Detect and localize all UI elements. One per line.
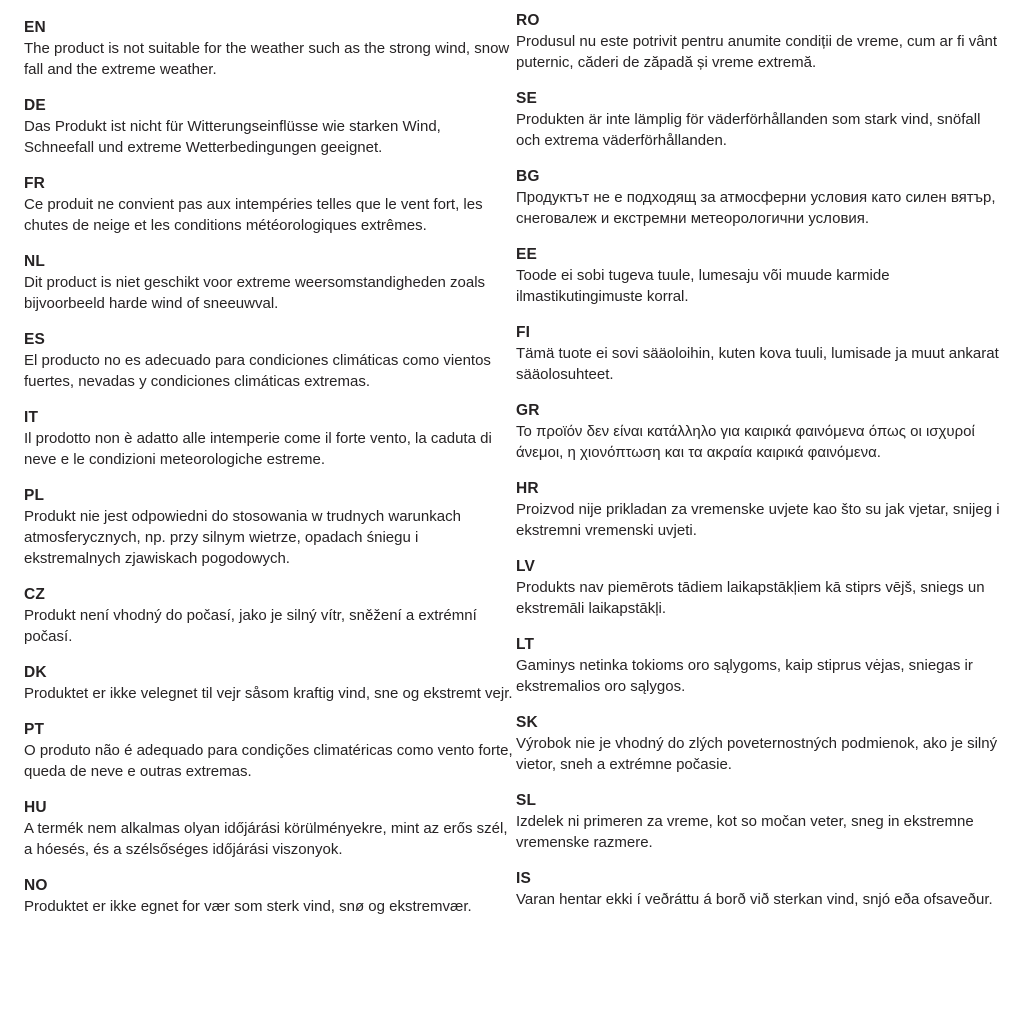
lang-section-hu	[24, 797, 516, 860]
lang-text-ee: Toode ei sobi tugeva tuule, lumesaju või muude karmide ilmastikutingimuste korral.	[516, 267, 890, 305]
lang-text-ro: Produsul nu este potrivit pentru anumite condiții de vreme, cum ar fi vânt puternic, căderi de zăpadă și vreme extremă.	[516, 33, 998, 71]
lang-code-fr: FR	[24, 175, 46, 192]
lang-code-hr: HR	[516, 480, 539, 497]
lang-code-lv: LV	[516, 558, 536, 575]
lang-code-pl: PL	[24, 487, 45, 504]
lang-section-lt	[516, 634, 1008, 697]
lang-text-is: Varan hentar ekki í veðráttu á borð við sterkan vind, snjó eða ofsaveður.	[516, 891, 993, 908]
lang-code-nl: NL	[24, 253, 46, 270]
lang-text-en: The product is not suitable for the weather such as the strong wind, snow fall and the extreme weather.	[24, 40, 510, 78]
lang-code-no: NO	[24, 877, 48, 894]
lang-code-ee: EE	[516, 246, 538, 263]
lang-section-pt	[24, 719, 516, 782]
lang-text-hr: Proizvod nije prikladan za vremenske uvjete kao što su jak vjetar, snijeg i ekstremni vremenski uvjeti.	[516, 501, 1000, 539]
lang-section-gr	[516, 400, 1008, 463]
lang-text-cz: Produkt není vhodný do počasí, jako je silný vítr, sněžení a extrémní počasí.	[24, 607, 477, 645]
lang-text-lt: Gaminys netinka tokioms oro sąlygoms, kaip stiprus vėjas, sniegas ir ekstremalios oro sąlygos.	[516, 657, 973, 695]
lang-code-bg: BG	[516, 168, 540, 185]
lang-text-sk: Výrobok nie je vhodný do zlých poveternostných podmienok, ako je silný vietor, sneh a extrémne počasie.	[516, 735, 998, 773]
right-column	[516, 10, 1008, 1024]
lang-section-en	[24, 17, 516, 80]
lang-code-sk: SK	[516, 714, 538, 731]
lang-section-bg	[516, 166, 1008, 229]
left-column	[24, 17, 516, 1024]
lang-text-hu: A termék nem alkalmas olyan időjárási körülményekre, mint az erős szél, a hóesés, és a szélsőséges időjárási viszonyok.	[24, 820, 508, 858]
lang-text-no: Produktet er ikke egnet for vær som sterk vind, snø og ekstremvær.	[24, 898, 472, 915]
lang-code-gr: GR	[516, 402, 540, 419]
lang-text-bg: Продуктът не е подходящ за атмосферни условия като силен вятър, снеговалеж и екстремни метеорологични условия.	[516, 189, 996, 227]
lang-section-dk	[24, 662, 516, 704]
lang-code-hu: HU	[24, 799, 47, 816]
lang-section-lv	[516, 556, 1008, 619]
lang-section-no	[24, 875, 516, 917]
lang-section-se	[516, 88, 1008, 151]
lang-code-pt: PT	[24, 721, 45, 738]
lang-text-it: Il prodotto non è adatto alle intemperie come il forte vento, la caduta di neve e le condizioni meteorologiche estreme.	[24, 430, 492, 468]
lang-code-de: DE	[24, 97, 46, 114]
lang-text-es: El producto no es adecuado para condiciones climáticas como vientos fuertes, nevadas y condiciones climáticas extremas.	[24, 352, 491, 390]
lang-section-sl	[516, 790, 1008, 853]
lang-text-nl: Dit product is niet geschikt voor extreme weersomstandigheden zoals bijvoorbeeld harde wind of sneeuwval.	[24, 274, 486, 312]
lang-code-lt: LT	[516, 636, 535, 653]
lang-code-sl: SL	[516, 792, 537, 809]
lang-section-pl	[24, 485, 516, 569]
lang-section-cz	[24, 584, 516, 647]
lang-code-en: EN	[24, 19, 46, 36]
lang-code-is: IS	[516, 870, 532, 887]
lang-code-se: SE	[516, 90, 538, 107]
lang-section-is	[516, 868, 1008, 910]
lang-section-sk	[516, 712, 1008, 775]
lang-section-it	[24, 407, 516, 470]
lang-section-de	[24, 95, 516, 158]
lang-code-dk: DK	[24, 664, 47, 681]
lang-text-dk: Produktet er ikke velegnet til vejr såsom kraftig vind, sne og ekstremt vejr.	[24, 685, 513, 702]
lang-text-pt: O produto não é adequado para condições climatéricas como vento forte, queda de neve e outras extremas.	[24, 742, 513, 780]
lang-code-cz: CZ	[24, 586, 46, 603]
lang-section-fr	[24, 173, 516, 236]
lang-section-fi	[516, 322, 1008, 385]
lang-code-fi: FI	[516, 324, 531, 341]
lang-text-gr: Το προϊόν δεν είναι κατάλληλο για καιρικά φαινόμενα όπως οι ισχυροί άνεμοι, η χιονόπτωση και τα ακραία καιρικά φαινόμενα.	[516, 423, 975, 461]
lang-code-ro: RO	[516, 12, 540, 29]
lang-text-pl: Produkt nie jest odpowiedni do stosowania w trudnych warunkach atmosferycznych, np. przy silnym wietrze, opadach śniegu i ekstremalnych zjawiskach pogodowych.	[24, 508, 461, 567]
lang-text-sl: Izdelek ni primeren za vreme, kot so močan veter, sneg in ekstremne vremenske razmere.	[516, 813, 974, 851]
lang-text-de: Das Produkt ist nicht für Witterungseinflüsse wie starken Wind, Schneefall und extreme Wetterbedingungen geeignet.	[24, 118, 441, 156]
lang-section-hr	[516, 478, 1008, 541]
lang-section-nl	[24, 251, 516, 314]
lang-text-se: Produkten är inte lämplig för väderförhållanden som stark vind, snöfall och extrema väderförhållanden.	[516, 111, 981, 149]
lang-section-es	[24, 329, 516, 392]
lang-text-fr: Ce produit ne convient pas aux intempéries telles que le vent fort, les chutes de neige et les conditions météorologiques extrêmes.	[24, 196, 483, 234]
lang-code-es: ES	[24, 331, 46, 348]
lang-text-lv: Produkts nav piemērots tādiem laikapstākļiem kā stiprs vējš, sniegs un ekstremāli laikapstākļi.	[516, 579, 985, 617]
lang-text-fi: Tämä tuote ei sovi sääoloihin, kuten kova tuuli, lumisade ja muut ankarat sääolosuhteet.	[516, 345, 999, 383]
lang-section-ee	[516, 244, 1008, 307]
lang-code-it: IT	[24, 409, 39, 426]
lang-section-ro	[516, 10, 1008, 73]
